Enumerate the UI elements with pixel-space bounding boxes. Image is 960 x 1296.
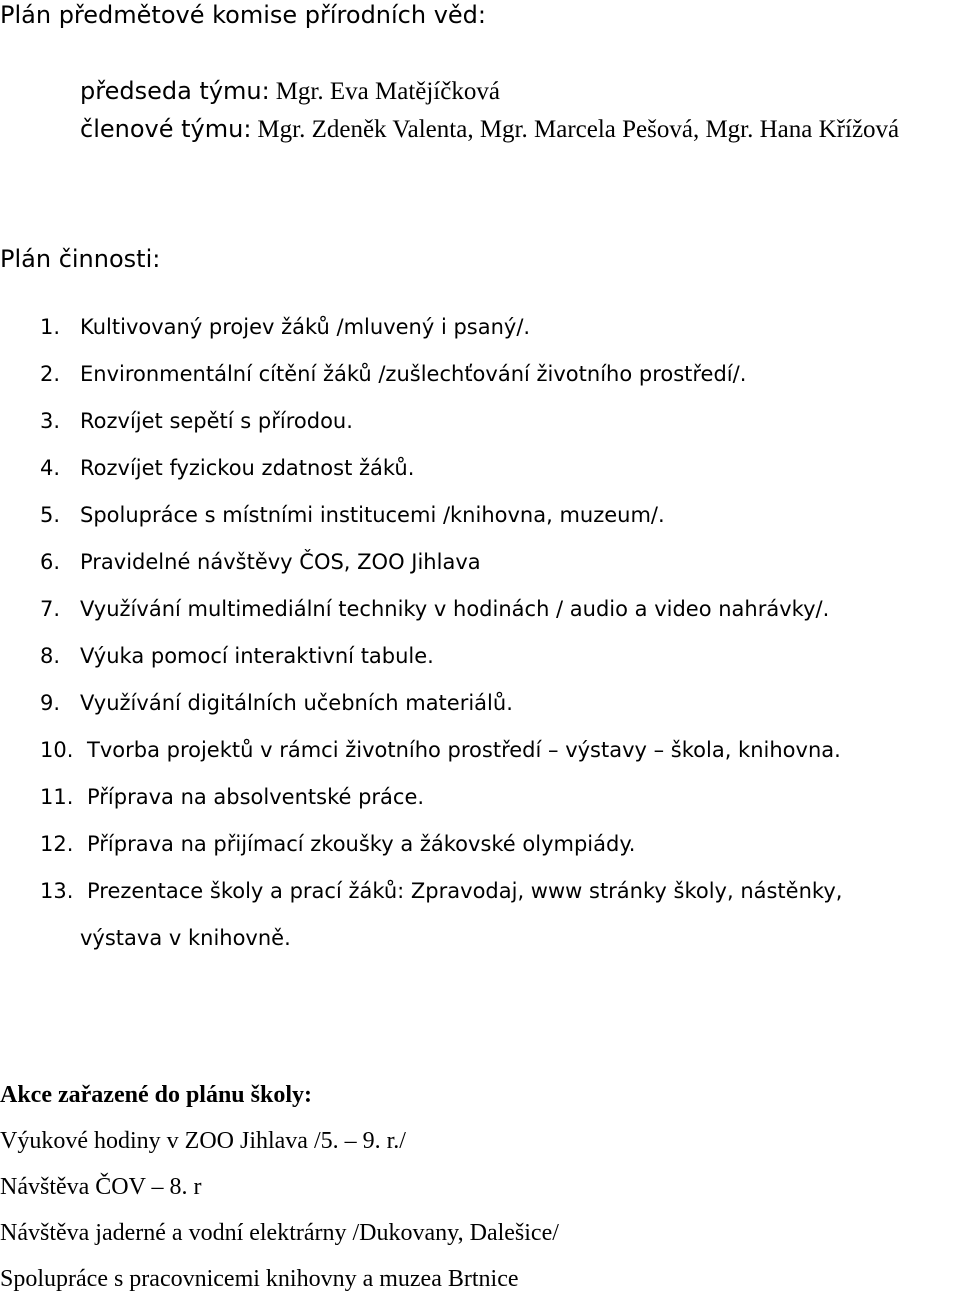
chair-name: Mgr. Eva Matějíčková	[275, 78, 500, 105]
item-number: 12.	[40, 832, 74, 856]
item-number: 3.	[40, 409, 61, 433]
item-text: Pravidelné návštěvy ČOS, ZOO Jihlava	[80, 550, 481, 574]
school-plan-item: Výukové hodiny v ZOO Jihlava /5. – 9. r./	[0, 1128, 406, 1154]
item-text: Využívání digitálních učebních materiálů.	[80, 691, 513, 715]
item-number: 2.	[40, 362, 61, 386]
team-chair-line	[80, 76, 500, 107]
school-plan-item: Spolupráce s pracovnicemi knihovny a muzea Brtnice	[0, 1266, 519, 1292]
school-plan-item: Návštěva ČOV – 8. r	[0, 1174, 202, 1200]
item-number: 11.	[40, 785, 74, 809]
item-text: Spolupráce s místními institucemi /knihovna, muzeum/.	[80, 503, 665, 527]
item-number: 13.	[40, 879, 74, 903]
chair-label: předseda týmu:	[80, 77, 270, 105]
item-number: 4.	[40, 456, 61, 480]
item-text-continuation: výstava v knihovně.	[80, 926, 291, 950]
item-text: Tvorba projektů v rámci životního prostředí – výstavy – škola, knihovna.	[87, 738, 841, 762]
item-number: 6.	[40, 550, 61, 574]
members-names: Mgr. Zdeněk Valenta, Mgr. Marcela Pešová, Mgr. Hana Křížová	[257, 116, 900, 143]
members-label: členové týmu:	[80, 115, 252, 143]
item-number: 7.	[40, 597, 61, 621]
item-number: 10.	[40, 738, 74, 762]
school-plan-item: Návštěva jaderné a vodní elektrárny /Dukovany, Dalešice/	[0, 1220, 559, 1246]
item-text: Kultivovaný projev žáků /mluvený i psaný/.	[80, 315, 531, 339]
item-number: 5.	[40, 503, 61, 527]
item-text: Prezentace školy a prací žáků: Zpravodaj, www stránky školy, nástěnky,	[87, 879, 843, 903]
item-number: 8.	[40, 644, 61, 668]
item-text: Rozvíjet sepětí s přírodou.	[80, 409, 353, 433]
item-number: 1.	[40, 315, 61, 339]
activity-heading: Plán činnosti:	[0, 245, 161, 273]
page-title: Plán předmětové komise přírodních věd:	[0, 1, 486, 29]
item-text: Využívání multimediální techniky v hodinách / audio a video nahrávky/.	[80, 597, 830, 621]
item-number: 9.	[40, 691, 61, 715]
item-text: Environmentální cítění žáků /zušlechťování životního prostředí/.	[80, 362, 747, 386]
school-plan-heading: Akce zařazené do plánu školy:	[0, 1082, 312, 1108]
item-text: Výuka pomocí interaktivní tabule.	[80, 644, 434, 668]
item-text: Příprava na přijímací zkoušky a žákovské olympiády.	[87, 832, 636, 856]
item-text: Rozvíjet fyzickou zdatnost žáků.	[80, 456, 415, 480]
team-members-line	[80, 114, 899, 145]
item-text: Příprava na absolventské práce.	[87, 785, 425, 809]
